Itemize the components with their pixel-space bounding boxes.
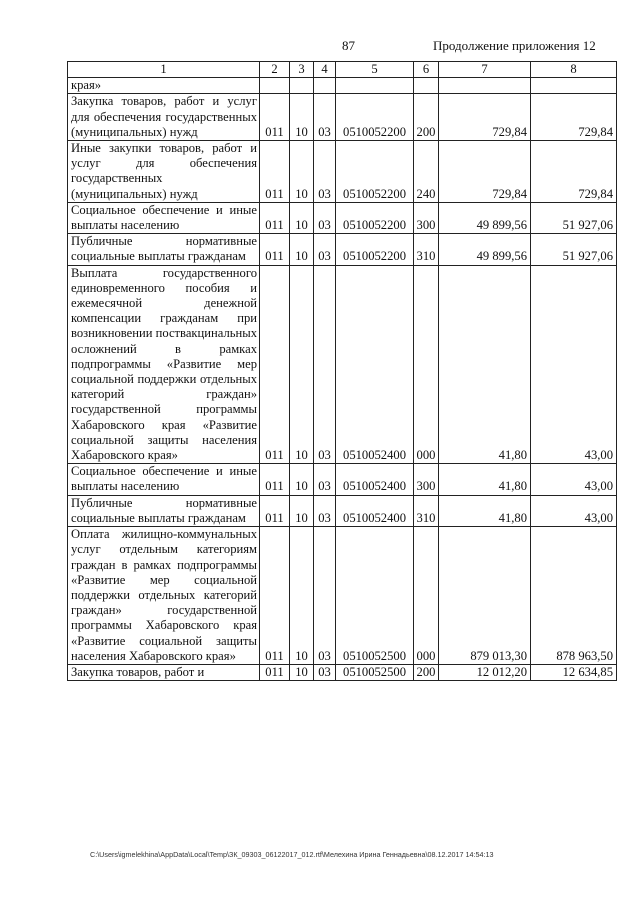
cell-col2: 011 — [260, 464, 290, 495]
cell-col4: 03 — [314, 94, 336, 141]
table-row — [68, 464, 617, 495]
cell-col4: 03 — [314, 234, 336, 265]
cell-col4: 03 — [314, 495, 336, 526]
continuation-title: Продолжение приложения 12 — [433, 38, 596, 53]
col-header-2: 2 — [260, 62, 290, 78]
cell-col3: 10 — [290, 527, 314, 665]
cell-col8: 878 963,50 — [531, 527, 617, 665]
cell-col4: 03 — [314, 141, 336, 203]
cell-col6: 200 — [414, 664, 439, 680]
cell-name: Публичные нормативные социальные выплаты гражданам — [68, 234, 260, 265]
cell-col3: 10 — [290, 94, 314, 141]
table-row — [68, 664, 617, 680]
cell-col2: 011 — [260, 527, 290, 665]
cell-col8: 43,00 — [531, 495, 617, 526]
cell-col6: 310 — [414, 234, 439, 265]
table-row — [68, 94, 617, 141]
cell-col4: 03 — [314, 664, 336, 680]
col-header-8: 8 — [531, 62, 617, 78]
cell-col8: 43,00 — [531, 464, 617, 495]
cell-name: Социальное обеспечение и иные выплаты населению — [68, 202, 260, 233]
cell-col6: 310 — [414, 495, 439, 526]
cell-col8: 51 927,06 — [531, 202, 617, 233]
col-header-5: 5 — [336, 62, 414, 78]
cell-col8 — [531, 78, 617, 94]
cell-col4: 03 — [314, 202, 336, 233]
cell-col6: 300 — [414, 464, 439, 495]
cell-col7: 41,80 — [439, 265, 531, 464]
cell-col4: 03 — [314, 527, 336, 665]
table-header — [68, 62, 617, 78]
budget-table — [67, 61, 617, 681]
cell-col3: 10 — [290, 202, 314, 233]
footer-path: C:\Users\igmelekhina\AppData\Local\Temp\ЗК_09303_06122017_012.rtf\Мелехина Ирина Геннадьевна\08.12.2017 14:54:13 — [90, 850, 494, 859]
cell-col5: 0510052200 — [336, 202, 414, 233]
cell-col7: 12 012,20 — [439, 664, 531, 680]
cell-col6: 240 — [414, 141, 439, 203]
cell-col7 — [439, 78, 531, 94]
cell-col3: 10 — [290, 495, 314, 526]
cell-col7: 49 899,56 — [439, 234, 531, 265]
cell-col5: 0510052200 — [336, 234, 414, 265]
cell-col4: 03 — [314, 464, 336, 495]
cell-name: Выплата государственного единовременного пособия и ежемесячной денежной компенсации гражданам при возникновении поствакцинальных осложнений в рамках подпрограммы «Развитие мер социальной поддержки отдельных категорий граждан» государственной программы Хабаровского края «Развитие социальной защиты населения Хабаровского края» — [68, 265, 260, 464]
header-row — [68, 62, 617, 78]
cell-col3: 10 — [290, 141, 314, 203]
cell-name: Оплата жилищно-коммунальных услуг отдельным категориям граждан в рамках подпрограммы «Развитие мер социальной поддержки отдельных категорий граждан» государственной программы Хабаровского края «Развитие социальной защиты населения Хабаровского края» — [68, 527, 260, 665]
cell-col5: 0510052400 — [336, 464, 414, 495]
table-row — [68, 141, 617, 203]
cell-col7: 729,84 — [439, 94, 531, 141]
cell-col8: 12 634,85 — [531, 664, 617, 680]
cell-col2: 011 — [260, 234, 290, 265]
col-header-4: 4 — [314, 62, 336, 78]
cell-col8: 729,84 — [531, 141, 617, 203]
table-row — [68, 527, 617, 665]
cell-col5 — [336, 78, 414, 94]
col-header-3: 3 — [290, 62, 314, 78]
table-row — [68, 202, 617, 233]
cell-col8: 51 927,06 — [531, 234, 617, 265]
cell-col3: 10 — [290, 265, 314, 464]
cell-name: Закупка товаров, работ и услуг для обеспечения государственных (муниципальных) нужд — [68, 94, 260, 141]
cell-col2 — [260, 78, 290, 94]
cell-col6: 000 — [414, 265, 439, 464]
page-number: 87 — [342, 38, 355, 53]
cell-col3: 10 — [290, 664, 314, 680]
cell-col2: 011 — [260, 495, 290, 526]
cell-col6 — [414, 78, 439, 94]
table-row — [68, 78, 617, 94]
cell-col4: 03 — [314, 265, 336, 464]
cell-col8: 43,00 — [531, 265, 617, 464]
cell-col6: 300 — [414, 202, 439, 233]
cell-col2: 011 — [260, 94, 290, 141]
cell-col3 — [290, 78, 314, 94]
table-row — [68, 495, 617, 526]
cell-name: Иные закупки товаров, работ и услуг для обеспечения государственных (муниципальных) нужд — [68, 141, 260, 203]
table-body — [68, 78, 617, 681]
cell-col6: 200 — [414, 94, 439, 141]
cell-col6: 000 — [414, 527, 439, 665]
cell-name: Публичные нормативные социальные выплаты гражданам — [68, 495, 260, 526]
cell-col2: 011 — [260, 141, 290, 203]
cell-col5: 0510052400 — [336, 265, 414, 464]
cell-col7: 41,80 — [439, 495, 531, 526]
cell-name: Закупка товаров, работ и — [68, 664, 260, 680]
cell-col5: 0510052200 — [336, 141, 414, 203]
table-row — [68, 234, 617, 265]
cell-col2: 011 — [260, 202, 290, 233]
col-header-6: 6 — [414, 62, 439, 78]
cell-col2: 011 — [260, 664, 290, 680]
cell-col5: 0510052400 — [336, 495, 414, 526]
col-header-7: 7 — [439, 62, 531, 78]
cell-col3: 10 — [290, 464, 314, 495]
table-row — [68, 265, 617, 464]
cell-col3: 10 — [290, 234, 314, 265]
cell-col4 — [314, 78, 336, 94]
cell-name: края» — [68, 78, 260, 94]
cell-col5: 0510052500 — [336, 527, 414, 665]
cell-col7: 41,80 — [439, 464, 531, 495]
cell-col7: 879 013,30 — [439, 527, 531, 665]
cell-col7: 729,84 — [439, 141, 531, 203]
cell-col7: 49 899,56 — [439, 202, 531, 233]
cell-name: Социальное обеспечение и иные выплаты населению — [68, 464, 260, 495]
cell-col2: 011 — [260, 265, 290, 464]
cell-col5: 0510052500 — [336, 664, 414, 680]
cell-col5: 0510052200 — [336, 94, 414, 141]
col-header-1: 1 — [68, 62, 260, 78]
cell-col8: 729,84 — [531, 94, 617, 141]
